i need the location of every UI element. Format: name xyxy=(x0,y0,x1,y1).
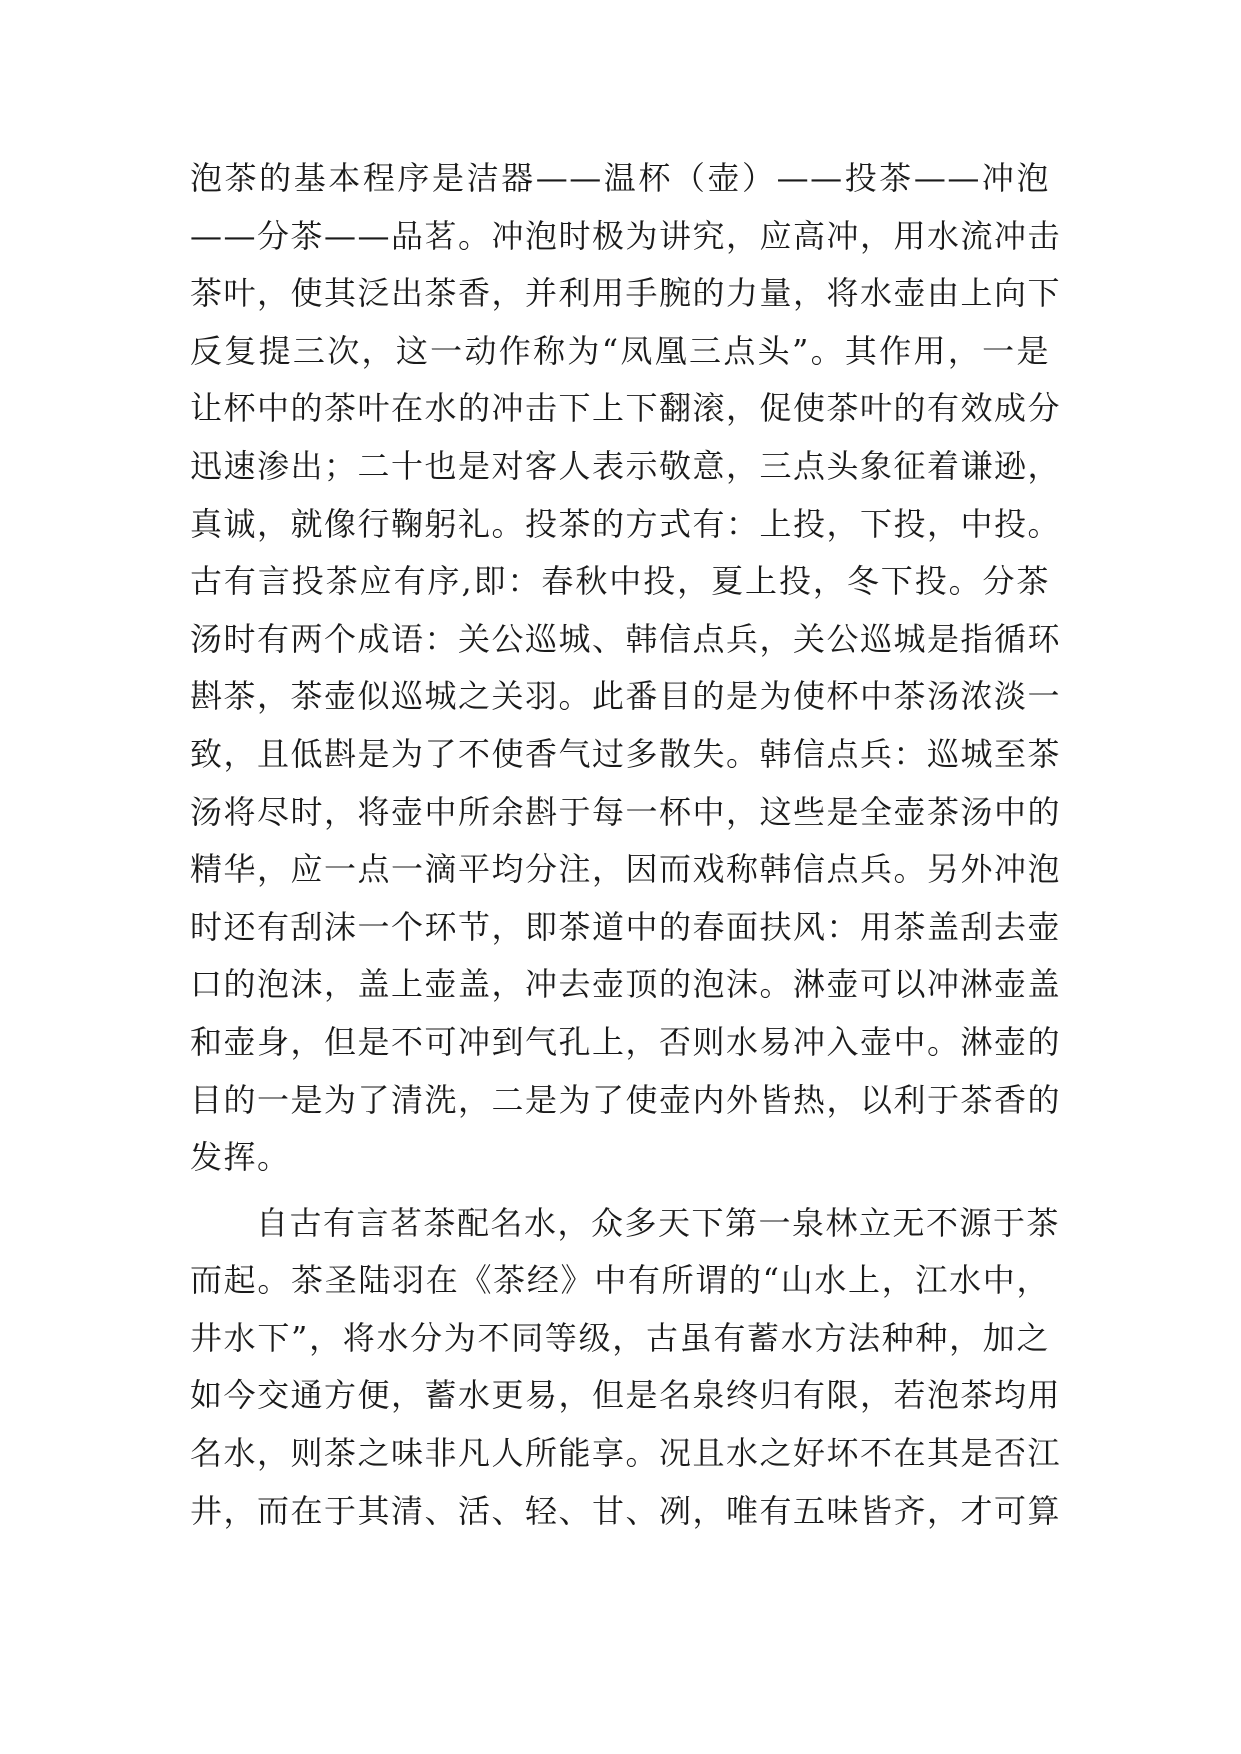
text-line: 而起。茶圣陆羽在《茶经》中有所谓的“山水上，江水中， xyxy=(190,1261,1050,1300)
body-text xyxy=(190,150,1062,1540)
text-line: 让杯中的茶叶在水的冲击下上下翻滚，促使茶叶的有效成分 xyxy=(190,389,1062,428)
text-line: ——分茶——品茗。冲泡时极为讲究，应高冲，用水流冲击 xyxy=(190,216,1062,255)
text-line: 目的一是为了清洗，二是为了使壶内外皆热，以利于茶香的 xyxy=(190,1080,1062,1119)
text-line: 真诚，就像行鞠躬礼。投茶的方式有：上投，下投，中投。 xyxy=(190,504,1062,543)
text-line: 如今交通方便，蓄水更易，但是名泉终归有限，若泡茶均用 xyxy=(190,1376,1062,1415)
text-line: 口的泡沫，盖上壶盖，冲去壶顶的泡沫。淋壶可以冲淋壶盖 xyxy=(190,965,1062,1004)
text-line: 致，且低斟是为了不使香气过多散失。韩信点兵：巡城至茶 xyxy=(190,734,1062,773)
text-line: 井水下”，将水分为不同等级，古虽有蓄水方法种种，加之 xyxy=(190,1318,1050,1357)
text-line: 迅速渗出；二十也是对客人表示敬意，三点头象征着谦逊， xyxy=(190,446,1062,485)
text-line: 汤将尽时，将壶中所余斟于每一杯中，这些是全壶茶汤中的 xyxy=(190,792,1062,831)
text-line: 自古有言茗茶配名水，众多天下第一泉林立无不源于茶 xyxy=(256,1203,1061,1242)
text-line: 名水，则茶之味非凡人所能享。况且水之好坏不在其是否江 xyxy=(190,1434,1062,1473)
text-line: 茶叶，使其泛出茶香，并利用手腕的力量，将水壶由上向下 xyxy=(190,274,1062,313)
text-line: 精华，应一点一滴平均分注，因而戏称韩信点兵。另外冲泡 xyxy=(190,850,1062,889)
text-line: 泡茶的基本程序是洁器——温杯（壶）——投茶——冲泡 xyxy=(190,159,1050,197)
text-line: 和壶身，但是不可冲到气孔上，否则水易冲入壶中。淋壶的 xyxy=(190,1022,1062,1061)
text-line: 时还有刮沫一个环节，即茶道中的春面扶风：用茶盖刮去壶 xyxy=(190,907,1062,946)
paragraph-famous-water xyxy=(190,1195,1062,1541)
text-line: 井，而在于其清、活、轻、甘、冽，唯有五味皆齐，才可算 xyxy=(190,1491,1062,1530)
text-line: 古有言投茶应有序,即：春秋中投，夏上投，冬下投。分茶 xyxy=(190,562,1050,601)
text-line: 反复提三次，这一动作称为“凤凰三点头”。其作用，一是 xyxy=(190,331,1050,370)
paragraph-tea-brewing-procedure xyxy=(190,150,1062,1187)
text-line: 汤时有两个成语：关公巡城、韩信点兵，关公巡城是指循环 xyxy=(190,619,1062,658)
text-line: 斟茶，茶壶似巡城之关羽。此番目的是为使杯中茶汤浓淡一 xyxy=(190,677,1062,716)
paragraph-spacer xyxy=(190,1187,1050,1195)
text-line: 发挥。 xyxy=(190,1138,291,1177)
